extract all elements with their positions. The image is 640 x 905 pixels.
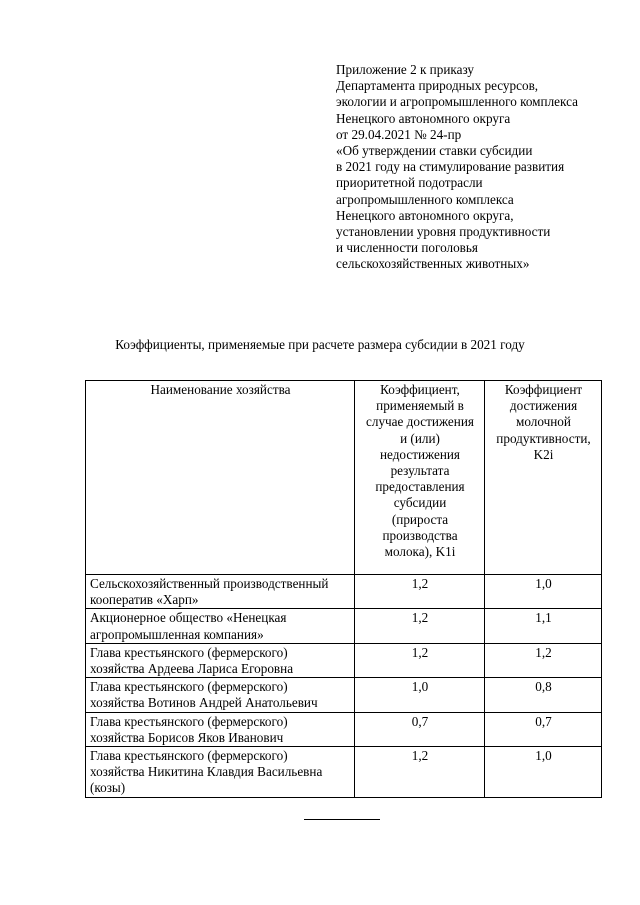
appendix-line: «Об утверждении ставки субсидии	[336, 143, 533, 159]
farm-name-line: Глава крестьянского (фермерского)	[90, 713, 288, 729]
k1-cell: 1,2	[355, 575, 485, 609]
farm-name-line: хозяйства Никитина Клавдия Васильевна	[90, 764, 323, 780]
table-header-row	[86, 381, 602, 575]
farm-name-line: кооператив «Харп»	[90, 592, 199, 608]
appendix-line: от 29.04.2021 № 24-пр	[336, 126, 462, 142]
farm-name-cell	[86, 609, 355, 643]
header-k1-line: недостижения	[379, 446, 460, 462]
header-k1-line: производства	[382, 527, 458, 543]
header-k1-line: результата	[390, 463, 450, 479]
appendix-line: Ненецкого автономного округа,	[336, 207, 514, 223]
header-name	[86, 381, 355, 575]
k2-cell: 1,1	[485, 609, 602, 643]
farm-name-line: Глава крестьянского (фермерского)	[90, 644, 288, 660]
farm-name-line: хозяйства Борисов Яков Иванович	[90, 729, 284, 745]
appendix-line: агропромышленного комплекса	[336, 191, 514, 207]
header-k2	[485, 381, 602, 575]
header-name-text: Наименование хозяйства	[150, 382, 291, 397]
header-k2-line: Коэффициент	[504, 382, 583, 397]
header-k1-line: субсидии	[393, 495, 447, 511]
k2-cell: 1,0	[485, 575, 602, 609]
farm-name-line: Глава крестьянского (фермерского)	[90, 679, 288, 695]
document-title: Коэффициенты, применяемые при расчете размера субсидии в 2021 году	[115, 337, 525, 352]
coefficients-table	[85, 380, 602, 798]
header-k1-line: Коэффициент,	[380, 382, 460, 397]
k2-cell: 1,2	[485, 643, 602, 677]
appendix-line: экологии и агропромышленного комплекса	[336, 94, 578, 110]
header-k1-line: предоставления	[375, 479, 465, 495]
farm-name-line: хозяйства Ардеева Лариса Егоровна	[90, 661, 294, 677]
header-k1-line: молока), K1i	[384, 544, 456, 560]
appendix-line: Приложение 2 к приказу	[336, 62, 474, 77]
header-k2-line: продуктивности,	[496, 430, 591, 446]
header-k2-line: молочной	[516, 414, 571, 430]
appendix-line: Департамента природных ресурсов,	[336, 78, 539, 94]
header-k2-line: K2i	[533, 446, 554, 462]
appendix-block	[336, 62, 626, 273]
header-k1-line: применяемый в	[376, 398, 464, 414]
farm-name-line: хозяйства Вотинов Андрей Анатольевич	[90, 695, 318, 711]
appendix-line: и численности поголовья	[336, 240, 478, 256]
farm-name-line: Сельскохозяйственный производственный	[90, 576, 329, 591]
table-row	[86, 678, 602, 712]
k2-cell: 0,7	[485, 712, 602, 746]
appendix-line: сельскохозяйственных животных»	[336, 256, 530, 272]
header-k1-line: и (или)	[400, 430, 440, 446]
table-row	[86, 643, 602, 677]
farm-name-cell	[86, 747, 355, 798]
header-k1	[355, 381, 485, 575]
farm-name-cell	[86, 643, 355, 677]
table-row	[86, 609, 602, 643]
appendix-line: установлении уровня продуктивности	[336, 224, 551, 240]
k1-cell: 1,0	[355, 678, 485, 712]
appendix-line: в 2021 году на стимулирование развития	[336, 159, 565, 175]
table-row	[86, 747, 602, 798]
table-row	[86, 712, 602, 746]
appendix-line: приоритетной подотрасли	[336, 175, 483, 191]
k2-cell: 0,8	[485, 678, 602, 712]
farm-name-line: (козы)	[90, 780, 126, 796]
farm-name-line: Глава крестьянского (фермерского)	[90, 748, 288, 764]
k1-cell: 1,2	[355, 643, 485, 677]
farm-name-line: агропромышленная компания»	[90, 626, 264, 642]
farm-name-cell	[86, 575, 355, 609]
header-k1-line: (прироста	[391, 511, 449, 527]
k1-cell: 1,2	[355, 609, 485, 643]
farm-name-cell	[86, 678, 355, 712]
farm-name-line: Акционерное общество «Ненецкая	[90, 610, 287, 626]
appendix-line: Ненецкого автономного округа	[336, 110, 511, 126]
k1-cell: 0,7	[355, 712, 485, 746]
header-k2-line: достижения	[509, 398, 578, 414]
farm-name-cell	[86, 712, 355, 746]
table-row	[86, 575, 602, 609]
k2-cell: 1,0	[485, 747, 602, 798]
footer-divider	[304, 819, 380, 820]
k1-cell: 1,2	[355, 747, 485, 798]
header-k1-line: случае достижения	[366, 414, 474, 430]
